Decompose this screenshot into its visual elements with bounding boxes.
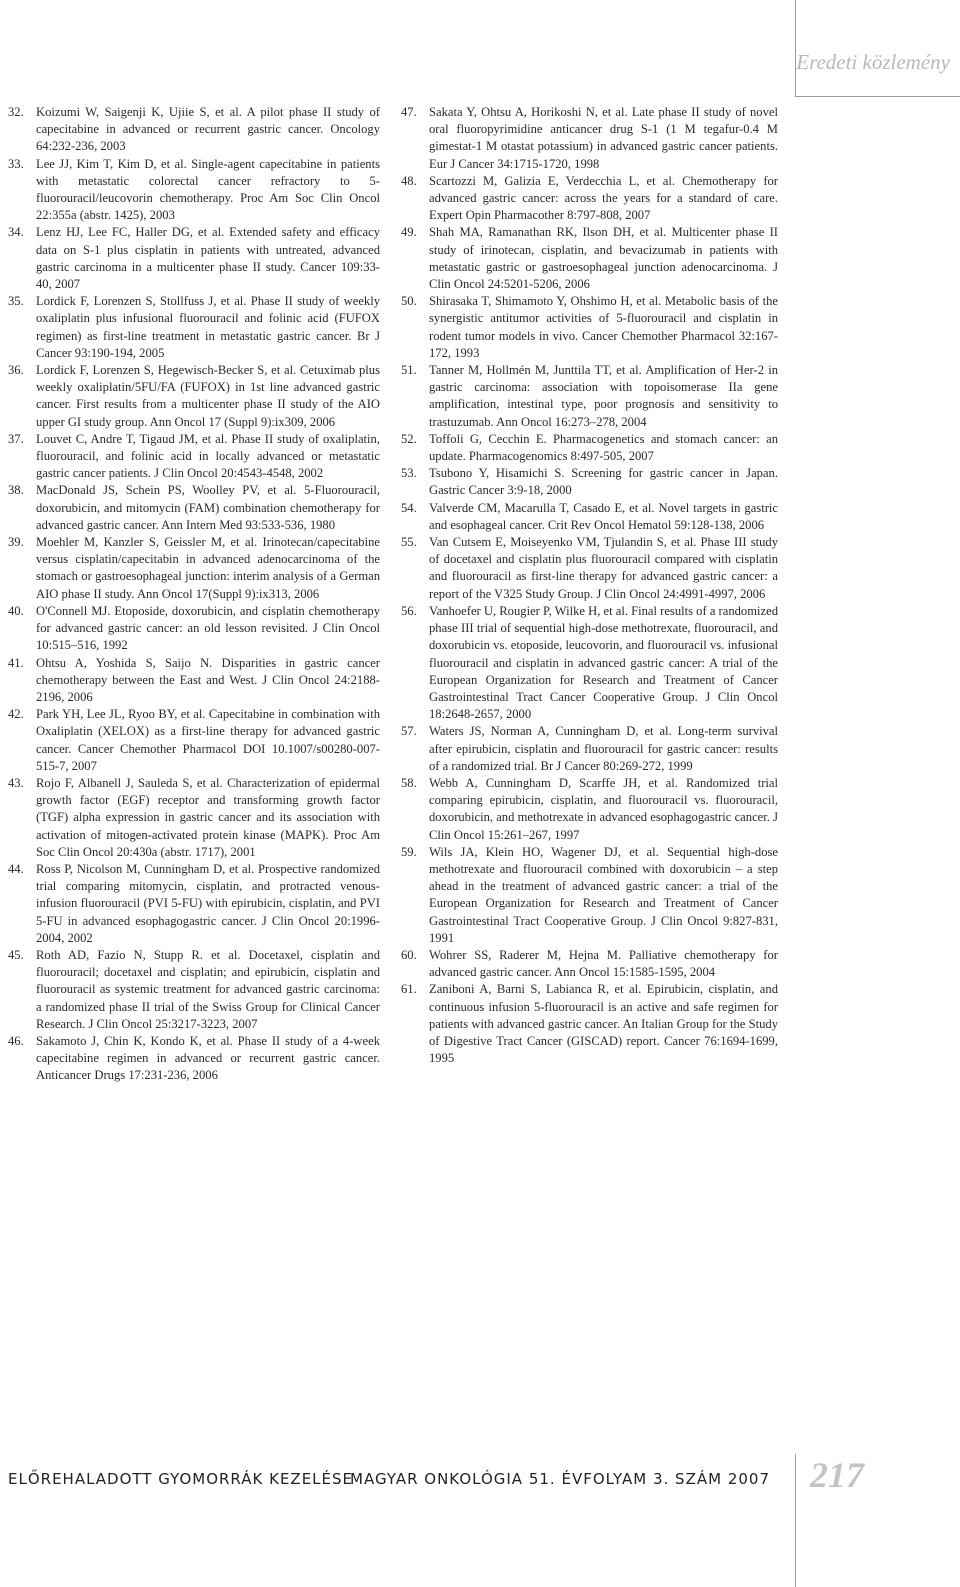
- reference-item: [8, 104, 380, 156]
- reference-text: Lee JJ, Kim T, Kim D, et al. Single-agent capecitabine in patients with metastatic colorectal cancer refractory to 5-fluorouracil/leucovorin chemotherapy. Proc Am Soc Clin Oncol 22:355a (abstr. 1425), 2003: [36, 156, 380, 223]
- reference-item: [401, 431, 778, 465]
- reference-item: [8, 156, 380, 225]
- top-right-vertical-rule: [795, 0, 796, 96]
- reference-text: Van Cutsem E, Moiseyenko VM, Tjulandin S, et al. Phase III study of docetaxel and cisplatin plus fluorouracil compared with cisplatin and fluorouracil as first-line therapy for advanced gastric cancer: a report of the V325 Study Group. J Clin Oncol 24:4991-4997, 2006: [429, 535, 778, 601]
- reference-number: 47.: [401, 105, 417, 119]
- reference-item: [401, 844, 778, 947]
- reference-text: Valverde CM, Macarulla T, Casado E, et al. Novel targets in gastric and esophageal cancer. Crit Rev Oncol Hematol 59:128-138, 2006: [429, 500, 778, 532]
- reference-text: O'Connell MJ. Etoposide, doxorubicin, and cisplatin chemotherapy for advanced gastric cancer: an old lesson revisited. J Clin Oncol 10:515–516, 1992: [36, 603, 380, 653]
- reference-text: Tsubono Y, Hisamichi S. Screening for gastric cancer in Japan. Gastric Cancer 3:9-18, 2000: [429, 466, 778, 498]
- reference-text: Rojo F, Albanell J, Sauleda S, et al. Characterization of epidermal growth factor (EGF) receptor and transforming growth factor (TGF) alpha expression in gastric cancer and its association with activation of mitogen-activated protein kinase (MAPK). Proc Am Soc Clin Oncol 20:430a (abstr. 1717), 2001: [36, 775, 380, 859]
- reference-number: 40.: [8, 603, 24, 618]
- reference-text: Lenz HJ, Lee FC, Haller DG, et al. Extended safety and efficacy data on S-1 plus cisplatin in patients with untreated, advanced gastric carcinoma in a multicenter phase II study. Cancer 109:33-40, 2007: [36, 225, 380, 292]
- reference-number: 54.: [401, 500, 417, 515]
- reference-number: 51.: [401, 363, 417, 378]
- reference-item: [401, 465, 778, 499]
- reference-item: [8, 706, 380, 775]
- reference-text: Shirasaka T, Shimamoto Y, Ohshimo H, et al. Metabolic basis of the synergistic antitumor activities of 5-fluorouracil and cisplatin in rodent tumor models in vivo. Cancer Chemother Pharmacol 32:167-172, 1993: [429, 294, 778, 360]
- reference-number: 38.: [8, 483, 24, 498]
- reference-number: 59.: [401, 844, 417, 859]
- footer-vertical-rule: [795, 1454, 796, 1587]
- reference-item: [8, 482, 380, 534]
- reference-item: [401, 775, 778, 844]
- reference-item: [401, 500, 778, 534]
- reference-item: [8, 431, 380, 483]
- reference-text: Lordick F, Lorenzen S, Stollfuss J, et al. Phase II study of weekly oxaliplatin plus infusional fluorouracil and folinic acid (FUFOX regimen) as first-line treatment in metastatic gastric cancer. Br J Cancer 93:190-194, 2005: [36, 294, 380, 360]
- reference-number: 45.: [8, 947, 24, 962]
- reference-item: [401, 173, 778, 225]
- reference-text: Koizumi W, Saigenji K, Ujiie S, et al. A pilot phase II study of capecitabine in advanced or recurrent gastric cancer. Oncology 64:232-236, 2003: [36, 105, 380, 154]
- reference-item: [8, 224, 380, 293]
- reference-number: 42.: [8, 707, 24, 722]
- section-label: Eredeti közlemény: [796, 50, 950, 74]
- reference-item: [401, 104, 778, 173]
- reference-number: 58.: [401, 775, 417, 790]
- reference-number: 48.: [401, 173, 417, 188]
- reference-text: MacDonald JS, Schein PS, Woolley PV, et al. 5-Fluorouracil, doxorubicin, and mitomycin (FAM) combination chemotherapy for advanced gastric cancer. Ann Intern Med 93:533-536, 1980: [36, 483, 380, 532]
- reference-item: [8, 947, 380, 1033]
- reference-number: 35.: [8, 294, 24, 309]
- footer-article-title: ELŐREHALADOTT GYOMORRÁK KEZELÉSE: [8, 1470, 354, 1488]
- reference-item: [8, 655, 380, 707]
- reference-number: 61.: [401, 982, 417, 997]
- reference-text: Moehler M, Kanzler S, Geissler M, et al. Irinotecan/capecitabine versus cisplatin/capecitabin in advanced adenocarcinoma of the stomach or gastroesophageal junction: interim analysis of a German AIO phase II study. Ann Oncol 17(Suppl 9):ix313, 2006: [36, 535, 380, 601]
- reference-item: [401, 947, 778, 981]
- reference-item: [401, 534, 778, 603]
- reference-number: 53.: [401, 466, 417, 481]
- reference-text: Wohrer SS, Raderer M, Hejna M. Palliative chemotherapy for advanced gastric cancer. Ann Oncol 15:1585-1595, 2004: [429, 947, 778, 980]
- reference-number: 55.: [401, 535, 417, 550]
- reference-item: [8, 1033, 380, 1085]
- reference-item: [401, 603, 778, 723]
- reference-text: Louvet C, Andre T, Tigaud JM, et al. Phase II study of oxaliplatin, fluorouracil, and folinic acid in locally advanced or metastatic gastric cancer patients. J Clin Oncol 20:4543-4548, 2002: [36, 431, 380, 481]
- reference-number: 41.: [8, 655, 24, 670]
- reference-number: 60.: [401, 947, 417, 962]
- reference-item: [8, 534, 380, 603]
- reference-item: [8, 293, 380, 362]
- reference-item: [401, 981, 778, 1067]
- reference-number: 50.: [401, 294, 417, 309]
- reference-number: 44.: [8, 861, 24, 876]
- reference-text: Toffoli G, Cecchin E. Pharmacogenetics and stomach cancer: an update. Pharmacogenomics 8:497-505, 2007: [429, 431, 778, 464]
- reference-number: 43.: [8, 775, 24, 790]
- reference-number: 49.: [401, 225, 417, 240]
- reference-number: 57.: [401, 724, 417, 739]
- reference-number: 39.: [8, 535, 24, 550]
- reference-item: [401, 723, 778, 775]
- reference-text: Wils JA, Klein HO, Wagener DJ, et al. Sequential high-dose methotrexate and fluorouracil combined with doxorubicin – a step ahead in the treatment of advanced gastric cancer: a trial of the European Organization for Research and Treatment of Cancer Gastrointestinal Tract Cooperative Group. J Clin Oncol 9:827-831, 1991: [429, 844, 778, 945]
- reference-item: [401, 293, 778, 362]
- reference-number: 56.: [401, 603, 417, 618]
- reference-number: 33.: [8, 156, 24, 171]
- reference-item: [8, 603, 380, 655]
- reference-text: Zaniboni A, Barni S, Labianca R, et al. Epirubicin, cisplatin, and continuous infusion 5-fluorouracil is an active and safe regimen for patients with advanced gastric cancer. An Italian Group for the Study of Digestive Tract Cancer (GISCAD) report. Cancer 76:1694-1699, 1995: [429, 982, 778, 1066]
- reference-text: Lordick F, Lorenzen S, Hegewisch-Becker S, et al. Cetuximab plus weekly oxaliplatin/5FU/FA (FUFOX) in 1st line advanced gastric cancer. First results from a multicenter phase II study of the AIO upper GI study group. Ann Oncol 17 (Suppl 9):ix309, 2006: [36, 363, 380, 429]
- reference-text: Ohtsu A, Yoshida S, Saijo N. Disparities in gastric cancer chemotherapy between the East and West. J Clin Oncol 24:2188-2196, 2006: [36, 655, 380, 704]
- reference-text: Sakata Y, Ohtsu A, Horikoshi N, et al. Late phase II study of novel oral fluoropyrimidine anticancer drug S-1 (1 M tegafur-0.4 M gimestat-1 M otastat potassium) in advanced gastric cancer patients. Eur J Cancer 34:1715-1720, 1998: [429, 105, 778, 171]
- header-rule: [795, 96, 960, 97]
- reference-text: Scartozzi M, Galizia E, Verdecchia L, et al. Chemotherapy for advanced gastric cancer: across the years for a standard of care. Expert Opin Pharmacother 8:797-808, 2007: [429, 173, 778, 223]
- reference-number: 32.: [8, 105, 24, 119]
- reference-number: 36.: [8, 363, 24, 378]
- reference-item: [8, 861, 380, 947]
- reference-number: 46.: [8, 1033, 24, 1048]
- reference-number: 34.: [8, 225, 24, 240]
- reference-text: Webb A, Cunningham D, Scarffe JH, et al. Randomized trial comparing epirubicin, cisplatin, and fluorouracil vs. fluorouracil, doxorubicin, and methotrexate in advanced esophagogastric cancer. J Clin Oncol 15:261–267, 1997: [429, 775, 778, 842]
- reference-item: [401, 224, 778, 293]
- reference-item: [8, 775, 380, 861]
- footer-journal-info: MAGYAR ONKOLÓGIA 51. ÉVFOLYAM 3. SZÁM 2007: [350, 1470, 770, 1488]
- reference-item: [401, 362, 778, 431]
- reference-text: Vanhoefer U, Rougier P, Wilke H, et al. Final results of a randomized phase III trial of sequential high-dose methotrexate, fluorouracil, and doxorubicin vs. etoposide, leucovorin, and fluorouracil vs. infusional fluorouracil and cisplatin in advanced gastric cancer: A trial of the European Organization for Research and Treatment of Cancer Gastrointestinal Tract Cancer Cooperative Group. J Clin Oncol 18:2648-2657, 2000: [429, 603, 779, 722]
- reference-text: Roth AD, Fazio N, Stupp R. et al. Docetaxel, cisplatin and fluorouracil; docetaxel and cisplatin; and epirubicin, cisplatin and fluorouracil as systemic treatment for advanced gastric carcinoma: a randomized phase II trial of the Swiss Group for Clinical Cancer Research. J Clin Oncol 25:3217-3223, 2007: [36, 947, 380, 1031]
- reference-text: Tanner M, Hollmén M, Junttila TT, et al. Amplification of Her-2 in gastric carcinoma: association with topoisomerase IIa gene amplification, intestinal type, poor prognosis and sensitivity to trastuzumab. Ann Oncol 16:273–278, 2004: [429, 363, 778, 429]
- reference-text: Sakamoto J, Chin K, Kondo K, et al. Phase II study of a 4-week capecitabine regimen in advanced or recurrent gastric cancer. Anticancer Drugs 17:231-236, 2006: [36, 1033, 380, 1083]
- reference-text: Shah MA, Ramanathan RK, Ilson DH, et al. Multicenter phase II study of irinotecan, cisplatin, and bevacizumab in patients with metastatic gastric or gastroesophageal junction adenocarcinoma. J Clin Oncol 24:5201-5206, 2006: [429, 225, 778, 292]
- references-right-column: [401, 104, 778, 1067]
- references-left-column: [8, 104, 380, 1085]
- reference-text: Park YH, Lee JL, Ryoo BY, et al. Capecitabine in combination with Oxaliplatin (XELOX) as a first-line therapy for advanced gastric cancer. Cancer Chemother Pharmacol DOI 10.1007/s00280-007-515-7, 2007: [36, 707, 380, 773]
- reference-text: Ross P, Nicolson M, Cunningham D, et al. Prospective randomized trial comparing mitomycin, cisplatin, and protracted venous-infusion fluorouracil (PVI 5-FU) with epirubicin, cisplatin, and PVI 5-FU in advanced esophagogastric cancer. J Clin Oncol 20:1996-2004, 2002: [36, 861, 380, 945]
- reference-number: 52.: [401, 431, 417, 446]
- reference-number: 37.: [8, 431, 24, 446]
- reference-text: Waters JS, Norman A, Cunningham D, et al. Long-term survival after epirubicin, cisplatin and fluorouracil for gastric cancer: results of a randomized trial. Br J Cancer 80:269-272, 1999: [429, 724, 778, 773]
- reference-item: [8, 362, 380, 431]
- page-number: 217: [810, 1455, 864, 1495]
